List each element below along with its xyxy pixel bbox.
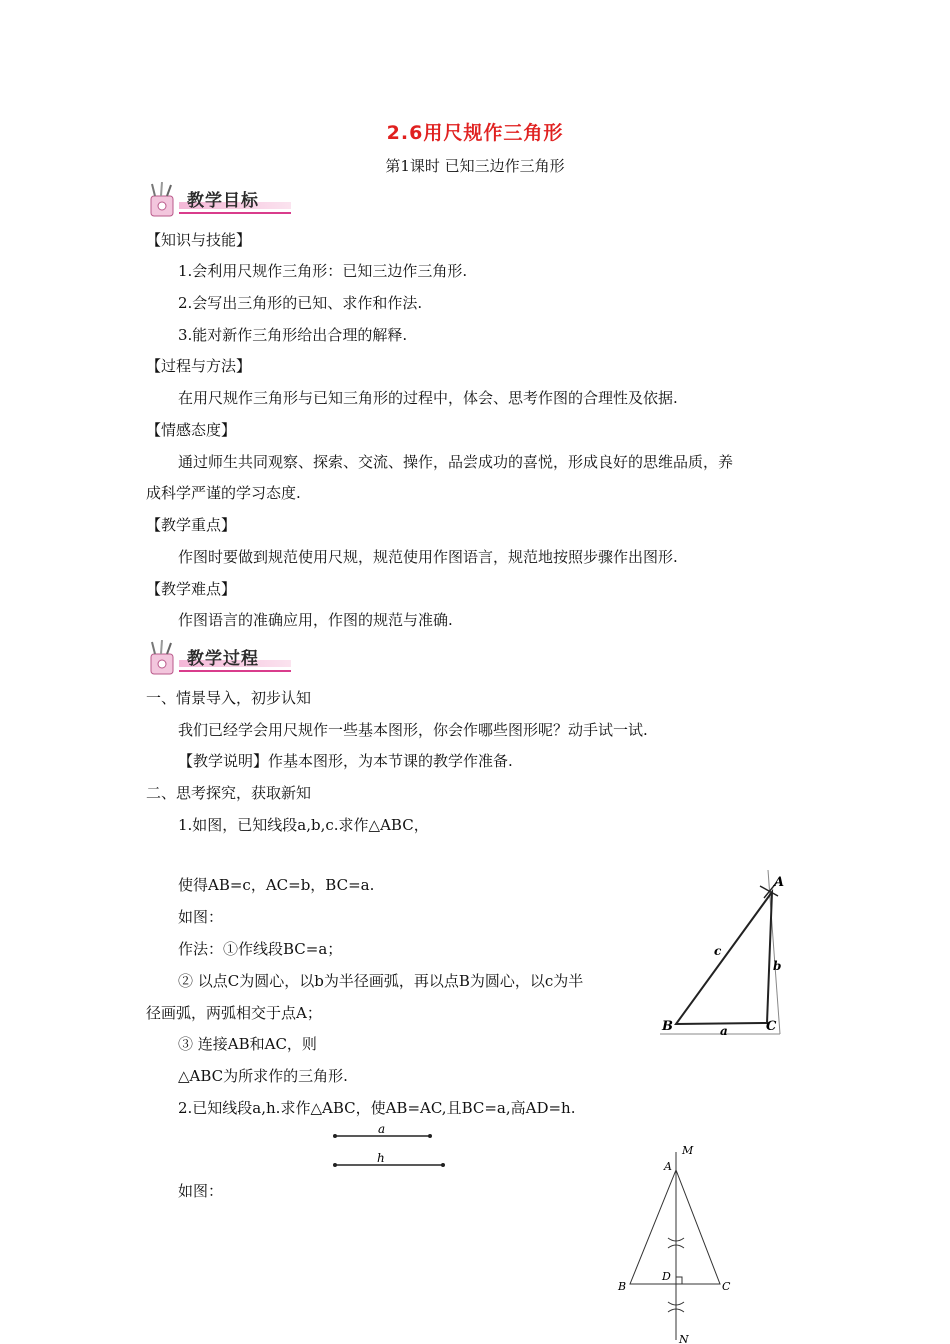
pencil-cup-icon xyxy=(143,640,183,676)
section-1-heading: 一、情景导入，初步认知 xyxy=(146,689,312,707)
vertex-label-a: A xyxy=(774,875,785,890)
knowledge-item-2: 2.会写出三角形的已知、求作和作法. xyxy=(178,294,423,312)
vertex-label-b: B xyxy=(662,1019,673,1034)
side-label-c: c xyxy=(714,944,722,958)
page-title: 2.6用尺规作三角形 xyxy=(386,122,564,144)
heading-process-method: 【过程与方法】 xyxy=(146,357,252,375)
question-2-figure-ref: 如图： xyxy=(178,1182,224,1200)
question-1-condition: 使得AB=c，AC=b，BC=a. xyxy=(178,876,375,894)
side-label-b: b xyxy=(773,959,782,973)
attitude-text-line2: 成科学严谨的学习态度. xyxy=(146,484,301,502)
isosceles-triangle-figure xyxy=(610,1140,760,1344)
goals-banner xyxy=(143,182,293,218)
section-1-note: 【教学说明】作基本图形，为本节课的教学作准备. xyxy=(178,752,513,770)
triangle-abc-figure xyxy=(660,870,785,1040)
page-subtitle: 第1课时 已知三边作三角形 xyxy=(385,157,565,175)
question-2: 2.已知线段a,h.求作△ABC，使AB=AC,且BC=a,高AD=h. xyxy=(178,1099,576,1117)
attitude-text-line1: 通过师生共同观察、探索、交流、操作，品尝成功的喜悦，形成良好的思维品质，养 xyxy=(178,453,734,471)
side-label-a: a xyxy=(720,1024,728,1038)
construction-step-3: ③ 连接AB和AC，则 xyxy=(178,1035,317,1053)
triangle-abc-isosceles xyxy=(630,1170,720,1284)
point-label-c: C xyxy=(722,1280,731,1293)
construction-step-2: ② 以点C为圆心，以b为半径画弧，再以点B为圆心，以c为半 xyxy=(178,972,584,990)
knowledge-item-1: 1.会利用尺规作三角形：已知三边作三角形. xyxy=(178,262,468,280)
point-label-n: N xyxy=(679,1333,689,1344)
triangle-abc xyxy=(676,892,772,1024)
knowledge-item-3: 3.能对新作三角形给出合理的解释. xyxy=(178,326,408,344)
segment-label-a: a xyxy=(378,1122,386,1136)
construction-conclusion: △ABC为所求作的三角形. xyxy=(178,1067,348,1085)
given-segments-figure xyxy=(325,1120,455,1175)
point-label-b: B xyxy=(618,1280,627,1293)
question-1: 1.如图，已知线段a,b,c.求作△ABC， xyxy=(178,816,429,834)
segment-label-h: h xyxy=(377,1151,385,1165)
heading-attitude: 【情感态度】 xyxy=(146,421,237,439)
heading-difficulties: 【教学难点】 xyxy=(146,580,237,598)
vertex-label-c: C xyxy=(766,1019,777,1034)
section-1-text: 我们已经学会用尺规作一些基本图形，你会作哪些图形呢？动手试一试. xyxy=(178,721,648,739)
question-1-figure-ref: 如图： xyxy=(178,908,224,926)
heading-key-points: 【教学重点】 xyxy=(146,516,237,534)
pencil-cup-icon xyxy=(143,182,183,218)
right-angle-mark xyxy=(676,1277,682,1284)
point-label-a: A xyxy=(664,1160,672,1173)
goals-banner-label: 教学目标 xyxy=(187,191,259,211)
section-2-heading: 二、思考探究，获取新知 xyxy=(146,784,312,802)
heading-knowledge: 【知识与技能】 xyxy=(146,231,252,249)
process-banner-label: 教学过程 xyxy=(187,649,259,669)
key-points-text: 作图时要做到规范使用尺规，规范使用作图语言，规范地按照步骤作出图形. xyxy=(178,548,678,566)
construction-step-2-cont: 径画弧，两弧相交于点A； xyxy=(146,1004,322,1022)
point-label-m: M xyxy=(682,1144,694,1157)
difficulties-text: 作图语言的准确应用，作图的规范与准确. xyxy=(178,611,453,629)
construction-step-1: 作法：①作线段BC=a； xyxy=(178,940,343,958)
process-method-text: 在用尺规作三角形与已知三角形的过程中，体会、思考作图的合理性及依据. xyxy=(178,389,678,407)
point-label-d: D xyxy=(662,1270,671,1283)
process-banner xyxy=(143,640,293,676)
